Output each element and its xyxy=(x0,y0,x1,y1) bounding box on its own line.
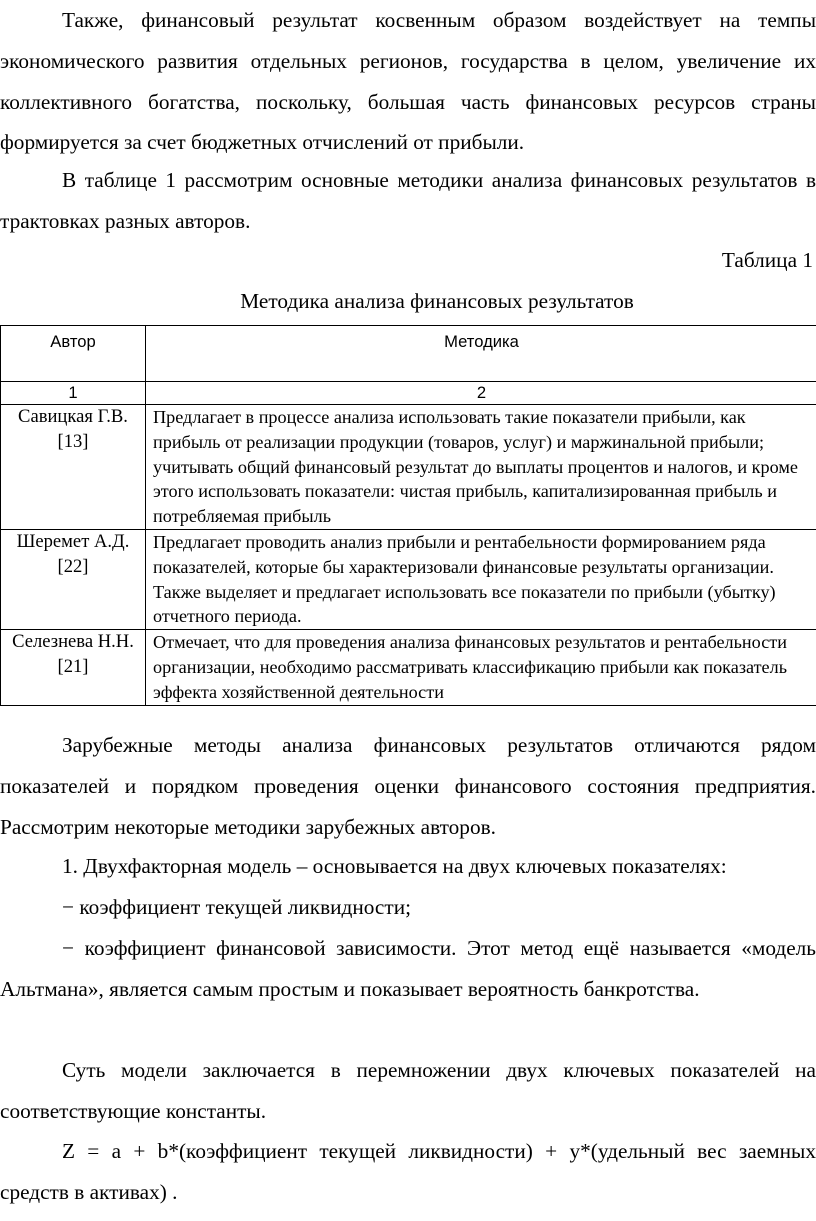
column-number-author: 1 xyxy=(1,382,146,405)
method-cell: Предлагает проводить анализ прибыли и рентабельности формированием ряда показателей, которые бы характеризовали финансовые результаты организации. Также выделяет и предлагает использовать все показатели по прибыли (убытку) отчетного периода. xyxy=(146,529,816,629)
paragraph-financial-result-impact: Также, финансовый результат косвенным образом воздействует на темпы экономического развития отдельных регионов, государства в целом, увеличение их коллективного богатства, поскольку, большая часть финансовых ресурсов страны формируется за счет бюджетных отчислений от прибыли. xyxy=(0,8,816,155)
table-header-row xyxy=(1,326,816,382)
paragraph-table-intro: В таблице 1 рассмотрим основные методики анализа финансовых результатов в трактовках разных авторов. xyxy=(0,168,816,233)
header-author: Автор xyxy=(1,326,146,382)
paragraph-two-factor-model: 1. Двухфакторная модель – основывается на двух ключевых показателях: xyxy=(62,854,727,878)
formula-z-score: Z = a + b*(коэффициент текущей ликвидности) + y*(удельный вес заемных средств в активах) . xyxy=(0,1139,816,1204)
author-cell: Шеремет А.Д. [22] xyxy=(1,529,146,629)
list-item-current-liquidity: − коэффициент текущей ликвидности; xyxy=(62,895,412,919)
author-cell: Савицкая Г.В. [13] xyxy=(1,405,146,530)
paragraph-model-essence: Суть модели заключается в перемножении двух ключевых показателей на соответствующие константы. xyxy=(0,1058,816,1123)
list-item-financial-dependence: − коэффициент финансовой зависимости. Этот метод ещё называется «модель Альтмана», является самым простым и показывает вероятность банкротства. xyxy=(0,936,816,1001)
header-method: Методика xyxy=(146,326,816,382)
column-number-method: 2 xyxy=(146,382,816,405)
table-caption-number: Таблица 1 xyxy=(721,248,813,272)
table-row xyxy=(1,529,816,629)
table-row xyxy=(1,630,816,705)
table-column-number-row xyxy=(1,382,816,405)
method-cell: Отмечает, что для проведения анализа финансовых результатов и рентабельности организации, необходимо рассматривать классификацию прибыли как показатель эффекта хозяйственной деятельности xyxy=(146,630,816,705)
paragraph-foreign-methods: Зарубежные методы анализа финансовых результатов отличаются рядом показателей и порядком проведения оценки финансового состояния предприятия. Рассмотрим некоторые методики зарубежных авторов. xyxy=(0,733,816,839)
author-cell: Селезнева Н.Н. [21] xyxy=(1,630,146,705)
method-cell: Предлагает в процессе анализа использовать такие показатели прибыли, как прибыль от реализации продукции (товаров, услуг) и маржинальной прибыли; учитывать общий финансовый результат до выплаты процентов и налогов, и кроме этого использовать показатели: чистая прибыль, капитализированная прибыль и потребляемая прибыль xyxy=(146,405,816,530)
methods-table xyxy=(0,325,816,706)
table-row xyxy=(1,405,816,530)
table-title: Методика анализа финансовых результатов xyxy=(240,289,634,313)
